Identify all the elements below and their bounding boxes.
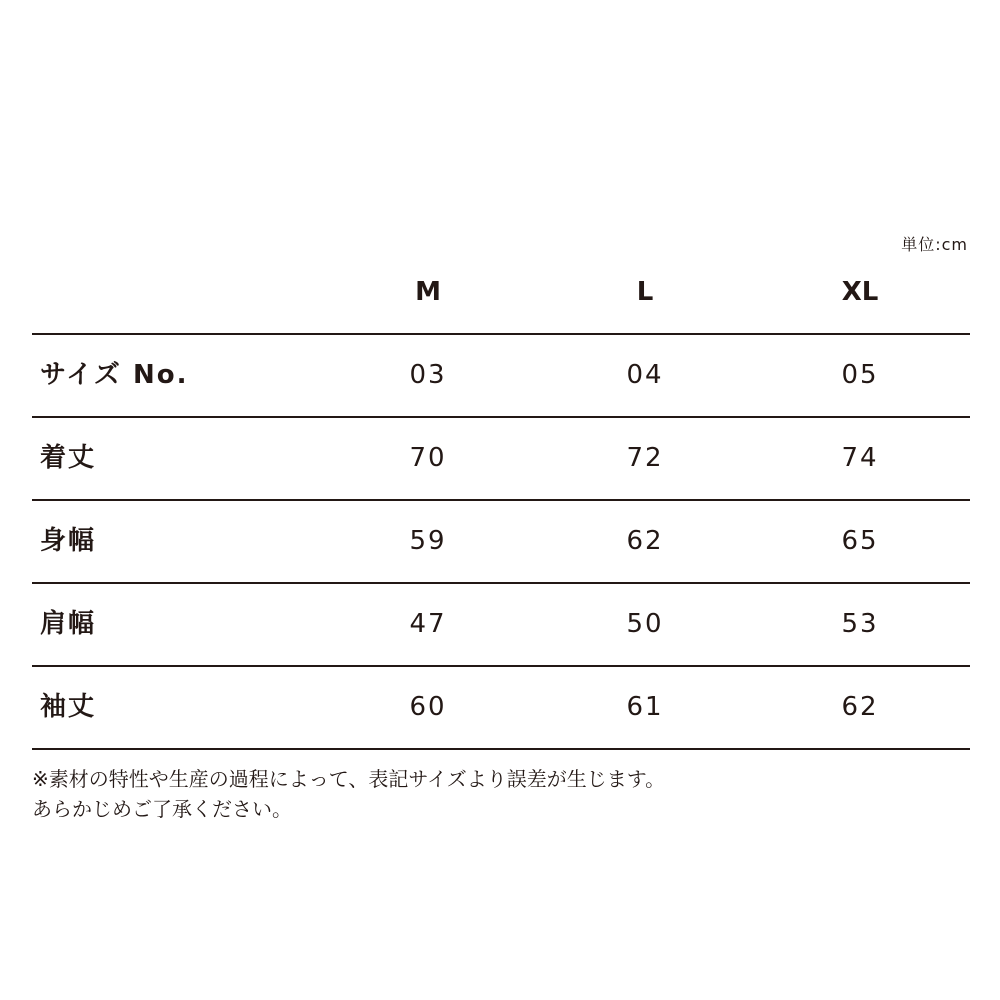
disclaimer-line-2: あらかじめご了承ください。 xyxy=(32,797,292,821)
table-cell: 05 xyxy=(841,360,879,390)
table-cell: 74 xyxy=(841,443,879,473)
table-cell: 60 xyxy=(409,692,447,722)
table-cell: 65 xyxy=(841,526,879,556)
disclaimer-note xyxy=(32,764,665,824)
table-cell: 50 xyxy=(626,609,664,639)
table-cell: 04 xyxy=(626,360,664,390)
disclaimer-line-1: ※素材の特性や生産の過程によって、表記サイズより誤差が生じます。 xyxy=(32,767,666,791)
row-label-body-width: 身幅 xyxy=(40,526,97,556)
table-row-sleeve-length xyxy=(32,667,970,750)
size-table xyxy=(32,252,970,750)
row-label-sleeve-length: 袖丈 xyxy=(40,692,97,722)
table-row-size-no xyxy=(32,335,970,418)
table-cell: 62 xyxy=(841,692,879,722)
table-cell: 62 xyxy=(626,526,664,556)
table-cell: 70 xyxy=(409,443,447,473)
table-header-row xyxy=(32,252,970,335)
table-cell: 47 xyxy=(409,609,447,639)
row-label-size-no: サイズ No. xyxy=(40,360,189,390)
column-header-m: M xyxy=(415,277,441,307)
row-label-length: 着丈 xyxy=(40,443,97,473)
table-cell: 53 xyxy=(841,609,879,639)
column-header-xl: XL xyxy=(841,277,879,307)
unit-label: 単位:cm xyxy=(901,235,968,254)
table-cell: 59 xyxy=(409,526,447,556)
table-cell: 03 xyxy=(409,360,447,390)
table-cell: 72 xyxy=(626,443,664,473)
table-row-shoulder-width xyxy=(32,584,970,667)
row-label-shoulder-width: 肩幅 xyxy=(40,609,97,639)
table-row-length xyxy=(32,418,970,501)
table-row-body-width xyxy=(32,501,970,584)
table-cell: 61 xyxy=(626,692,664,722)
column-header-l: L xyxy=(636,277,654,307)
